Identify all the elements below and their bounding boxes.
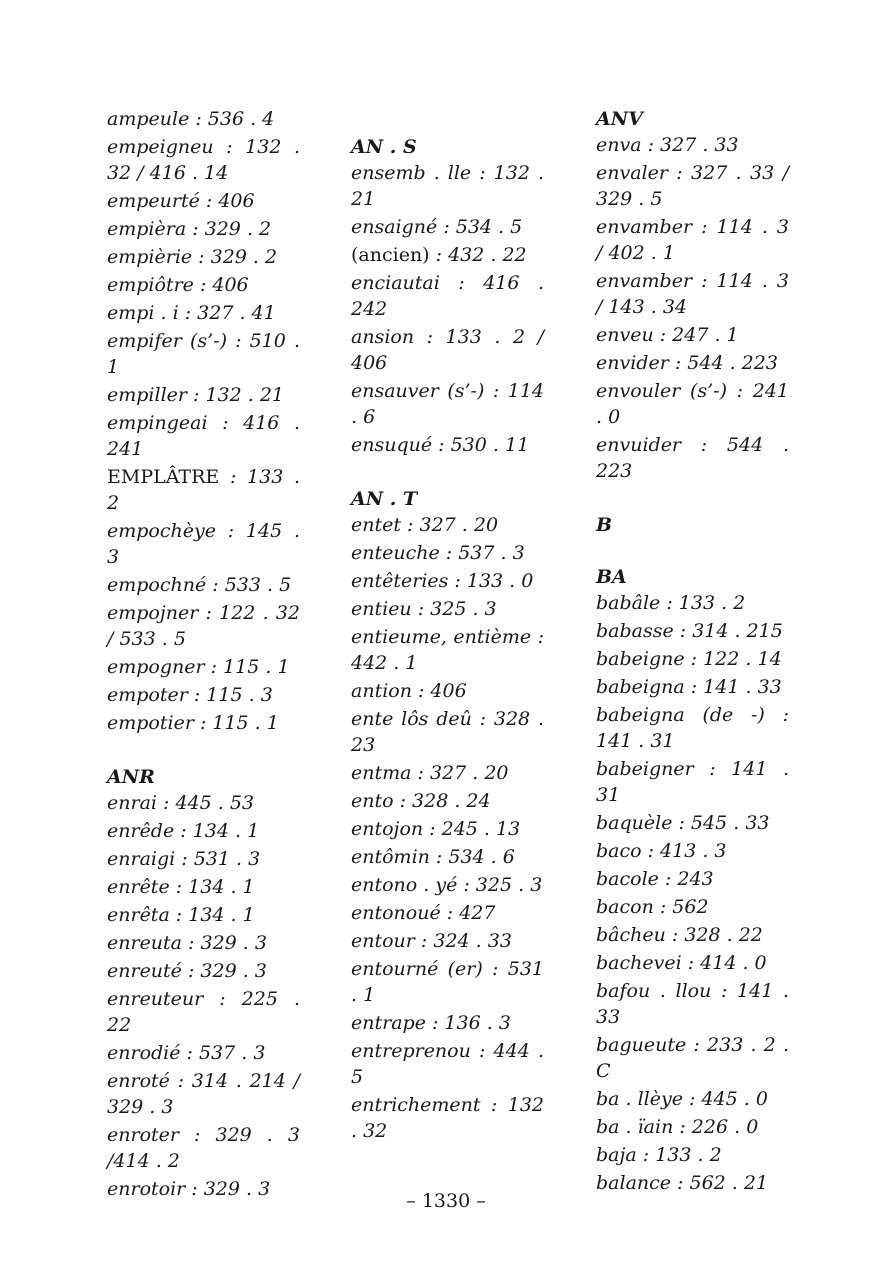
index-entry: ensauver (s’-) : 114 . 6	[351, 380, 544, 428]
spacer	[107, 738, 300, 764]
index-entry: bacole : 243	[596, 868, 714, 890]
index-entry: entêteries : 133 . 0	[351, 570, 534, 592]
index-entry: babeigne : 122 . 14	[596, 648, 782, 670]
index-entry: envamber : 114 . 3 / 402 . 1	[596, 216, 789, 264]
index-entry: empeigneu : 132 . 32 / 416 . 14	[107, 136, 300, 184]
index-entry: ensemb . lle : 132 . 21	[351, 162, 544, 210]
index-entry: empeurté : 406	[107, 190, 255, 212]
index-entry: entma : 327 . 20	[351, 762, 509, 784]
index-entry: enreuta : 329 . 3	[107, 932, 267, 954]
index-entry: enrotoir : 329 . 3	[107, 1178, 271, 1200]
index-entry: entono . yé : 325 . 3	[351, 874, 543, 896]
index-entry: empochèye : 145 . 3	[107, 520, 300, 568]
index-entry: empi . i : 327 . 41	[107, 302, 276, 324]
index-entry: enreuteur : 225 . 22	[107, 988, 300, 1036]
spacer	[596, 538, 789, 564]
index-entry: baco : 413 . 3	[596, 840, 727, 862]
index-entry: ampeule : 536 . 4	[107, 108, 275, 130]
index-entry: bacon : 562	[596, 896, 709, 918]
index-entry: empoter : 115 . 3	[107, 684, 273, 706]
section-heading: BA	[596, 566, 627, 588]
index-entry: enroter : 329 . 3 /414 . 2	[107, 1124, 300, 1172]
index-column-1	[107, 106, 300, 1204]
index-entry: babâle : 133 . 2	[596, 592, 746, 614]
spacer	[596, 486, 789, 512]
index-entry: entreprenou : 444 . 5	[351, 1040, 544, 1088]
index-entry: ensaigné : 534 . 5	[351, 216, 523, 238]
entry-ref: : 133 . 2	[107, 466, 300, 514]
index-entry: entieume, entième : 442 . 1	[351, 626, 544, 674]
section-heading: B	[596, 514, 613, 536]
index-entry: entrape : 136 . 3	[351, 1012, 511, 1034]
index-entry: empotier : 115 . 1	[107, 712, 279, 734]
page-number: – 1330 –	[406, 1190, 486, 1212]
index-entry: bachevei : 414 . 0	[596, 952, 767, 974]
index-entry: babeigna (de -) : 141 . 31	[596, 704, 789, 752]
spacer	[351, 460, 544, 486]
index-entry: bâcheu : 328 . 22	[596, 924, 763, 946]
index-entry: entet : 327 . 20	[351, 514, 499, 536]
index-entry: entourné (er) : 531 . 1	[351, 958, 544, 1006]
index-entry: empojner : 122 . 32 / 533 . 5	[107, 602, 300, 650]
index-entry: babeigner : 141 . 31	[596, 758, 789, 806]
index-entry: bafou . llou : 141 . 33	[596, 980, 789, 1028]
index-entry: enrai : 445 . 53	[107, 792, 255, 814]
index-entry: enrêde : 134 . 1	[107, 820, 260, 842]
index-entry: empiller : 132 . 21	[107, 384, 285, 406]
index-entry: entour : 324 . 33	[351, 930, 512, 952]
index-entry	[351, 242, 544, 268]
section-heading: AN . T	[351, 488, 418, 510]
index-entry: entômin : 534 . 6	[351, 846, 515, 868]
index-entry: entonoué : 427	[351, 902, 496, 924]
index-entry: balance : 562 . 21	[596, 1172, 769, 1194]
index-entry: ensuqué : 530 . 11	[351, 434, 530, 456]
index-entry: entojon : 245 . 13	[351, 818, 521, 840]
index-entry: empièrie : 329 . 2	[107, 246, 278, 268]
index-entry: envaler : 327 . 33 / 329 . 5	[596, 162, 789, 210]
index-entry: babeigna : 141 . 33	[596, 676, 782, 698]
index-entry: baquèle : 545 . 33	[596, 812, 770, 834]
index-entry: baja : 133 . 2	[596, 1144, 722, 1166]
index-entry: ento : 328 . 24	[351, 790, 491, 812]
index-entry: enrêta : 134 . 1	[107, 904, 255, 926]
index-entry: envider : 544 . 223	[596, 352, 778, 374]
index-entry: ba . llèye : 445 . 0	[596, 1088, 768, 1110]
index-entry: enva : 327 . 33	[596, 134, 739, 156]
index-entry: babasse : 314 . 215	[596, 620, 783, 642]
index-entry: enteuche : 537 . 3	[351, 542, 525, 564]
index-entry: envuider : 544 . 223	[596, 434, 789, 482]
index-entry: entrichement : 132 . 32	[351, 1094, 544, 1142]
index-entry: ba . ïain : 226 . 0	[596, 1116, 759, 1138]
index-entry: bagueute : 233 . 2 . C	[596, 1034, 789, 1082]
index-entry: enroté : 314 . 214 / 329 . 3	[107, 1070, 300, 1118]
index-entry	[107, 464, 300, 516]
index-entry: entieu : 325 . 3	[351, 598, 497, 620]
section-heading: ANR	[107, 766, 155, 788]
index-entry: antion : 406	[351, 680, 467, 702]
index-entry: envamber : 114 . 3 / 143 . 34	[596, 270, 789, 318]
index-column-2	[351, 134, 544, 1146]
entry-ref: : 432 . 22	[429, 244, 527, 266]
index-entry: empiôtre : 406	[107, 274, 249, 296]
section-heading: AN . S	[351, 136, 417, 158]
index-entry: empingeai : 416 . 241	[107, 412, 300, 460]
entry-lead: EMPLÂTRE	[107, 466, 220, 488]
index-entry: ansion : 133 . 2 / 406	[351, 326, 544, 374]
index-column-3	[596, 106, 789, 1198]
index-entry: envouler (s’-) : 241 . 0	[596, 380, 789, 428]
index-entry: enraigi : 531 . 3	[107, 848, 261, 870]
entry-lead: (ancien)	[351, 244, 430, 266]
section-heading: ANV	[596, 108, 643, 130]
index-entry: empièra : 329 . 2	[107, 218, 272, 240]
index-entry: enrodié : 537 . 3	[107, 1042, 266, 1064]
index-entry: empifer (s’-) : 510 . 1	[107, 330, 300, 378]
index-entry: ente lôs deû : 328 . 23	[351, 708, 544, 756]
index-entry: enciautai : 416 . 242	[351, 272, 544, 320]
index-entry: enveu : 247 . 1	[596, 324, 739, 346]
index-entry: empochné : 533 . 5	[107, 574, 292, 596]
index-entry: empogner : 115 . 1	[107, 656, 290, 678]
index-entry: enrête : 134 . 1	[107, 876, 255, 898]
index-entry: enreuté : 329 . 3	[107, 960, 267, 982]
